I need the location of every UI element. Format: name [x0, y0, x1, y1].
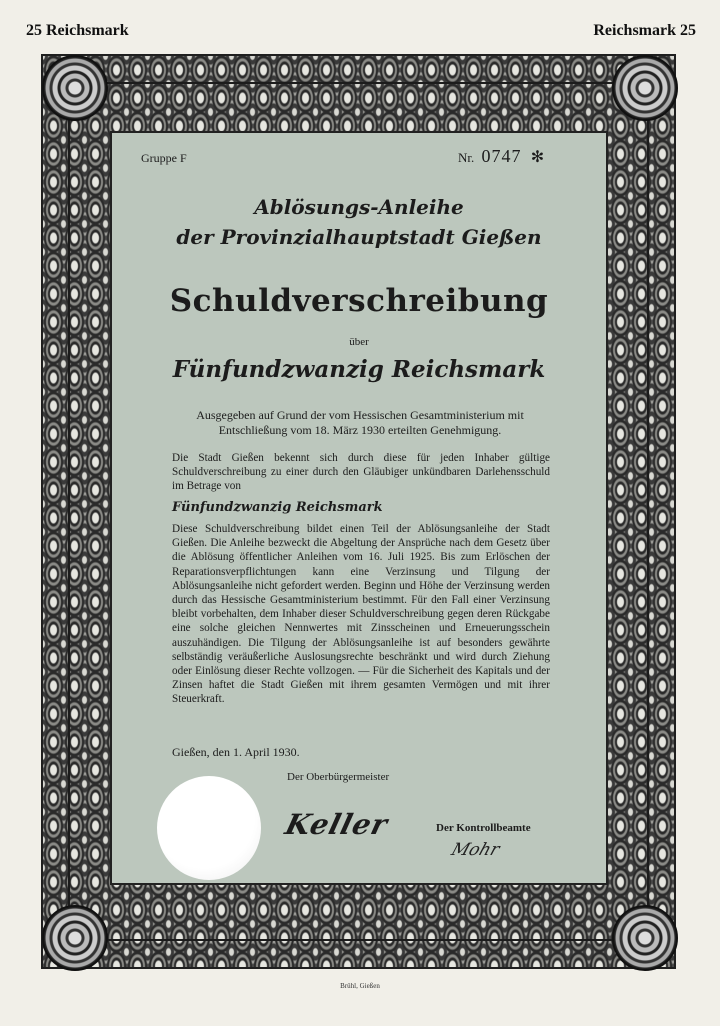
corner-rosette-icon	[42, 905, 108, 971]
issuance-note: Ausgegeben auf Grund der vom Hessischen Gesamtministerium mit Entschließung vom 18. März 1930 erteilten Genehmigung.	[196, 408, 524, 437]
printer-imprint: Brühl, Gießen	[340, 982, 380, 990]
value-label-right: Reichsmark 25	[593, 22, 696, 39]
document-title: Schuldverschreibung	[169, 283, 549, 319]
controller-label: Der Kontrollbeamte	[436, 822, 531, 834]
value-label-left: 25 Reichsmark	[26, 22, 129, 39]
ueber-label: über	[349, 336, 369, 348]
corner-rosette-icon	[612, 55, 678, 121]
amount-inline: Fünfundzwanzig Reichsmark	[172, 500, 383, 515]
corner-rosette-icon	[42, 55, 108, 121]
corner-rosette-icon	[612, 905, 678, 971]
group-label: Gruppe F	[141, 151, 187, 165]
serial-number-prefix: Nr.	[458, 150, 475, 165]
body-paragraph-1: Die Stadt Gießen bekennt sich durch diese für jeden Inhaber gültige Schuldverschreibung zu einer durch den Gläubiger unkündbaren Darlehensschuld im Betrage von	[172, 452, 550, 493]
star-mark-icon: ✻	[530, 149, 545, 166]
serial-number-value: 0747	[481, 146, 522, 166]
seal-stamp	[157, 776, 261, 880]
body-paragraph-2: Diese Schuldverschreibung bildet einen Teil der Ablösungsanleihe der Stadt Gießen. Die Anleihe bezweckt die Abgeltung der Ansprüche nach dem Gesetz über die Ablösung öffentlicher Anleihen vom 16. Juli 1925. Bis zum Erlöschen der Reparationsverpflichtungen kann eine Verzinsung und Tilgung der Ablösungsanleihe nicht gefordert werden. Beginn und Höhe der Verzinsung werden durch das Hessische Gesamtministerium bestimmt. Für den Fall einer Verzinsung bleibt vorbehalten, dem Inhaber dieser Schuldverschreibung gegen deren Rückgabe eine solche gleichen Nennwertes mit Zinsscheinen und Erneuerungsschein auszuhändigen. Die Tilgung der Ablösungsanleihe ist auf besonders gewährte selbständig veräußerliche Auslosungsrechte beschränkt und wird durch Ziehung oder Einlösung dieser Rechte vollzogen. — Für die Sicherheit des Kapitals und der Zinsen haftet die Stadt Gießen mit ihrem gesamten Vermögen und mit ihrer Steuerkraft.	[172, 523, 550, 706]
controller-signature: Mohr	[448, 840, 502, 860]
place-and-date: Gießen, den 1. April 1930.	[172, 745, 300, 759]
serial-number	[458, 146, 544, 167]
mayor-label: Der Oberbürgermeister	[287, 771, 390, 783]
loan-title-line1: Ablösungs-Anleihe	[254, 195, 464, 219]
mayor-signature: Keller	[281, 808, 392, 841]
amount-title: Fünfundzwanzig Reichsmark	[172, 356, 546, 383]
loan-title-line2: der Provinzialhauptstadt Gießen	[176, 225, 542, 249]
